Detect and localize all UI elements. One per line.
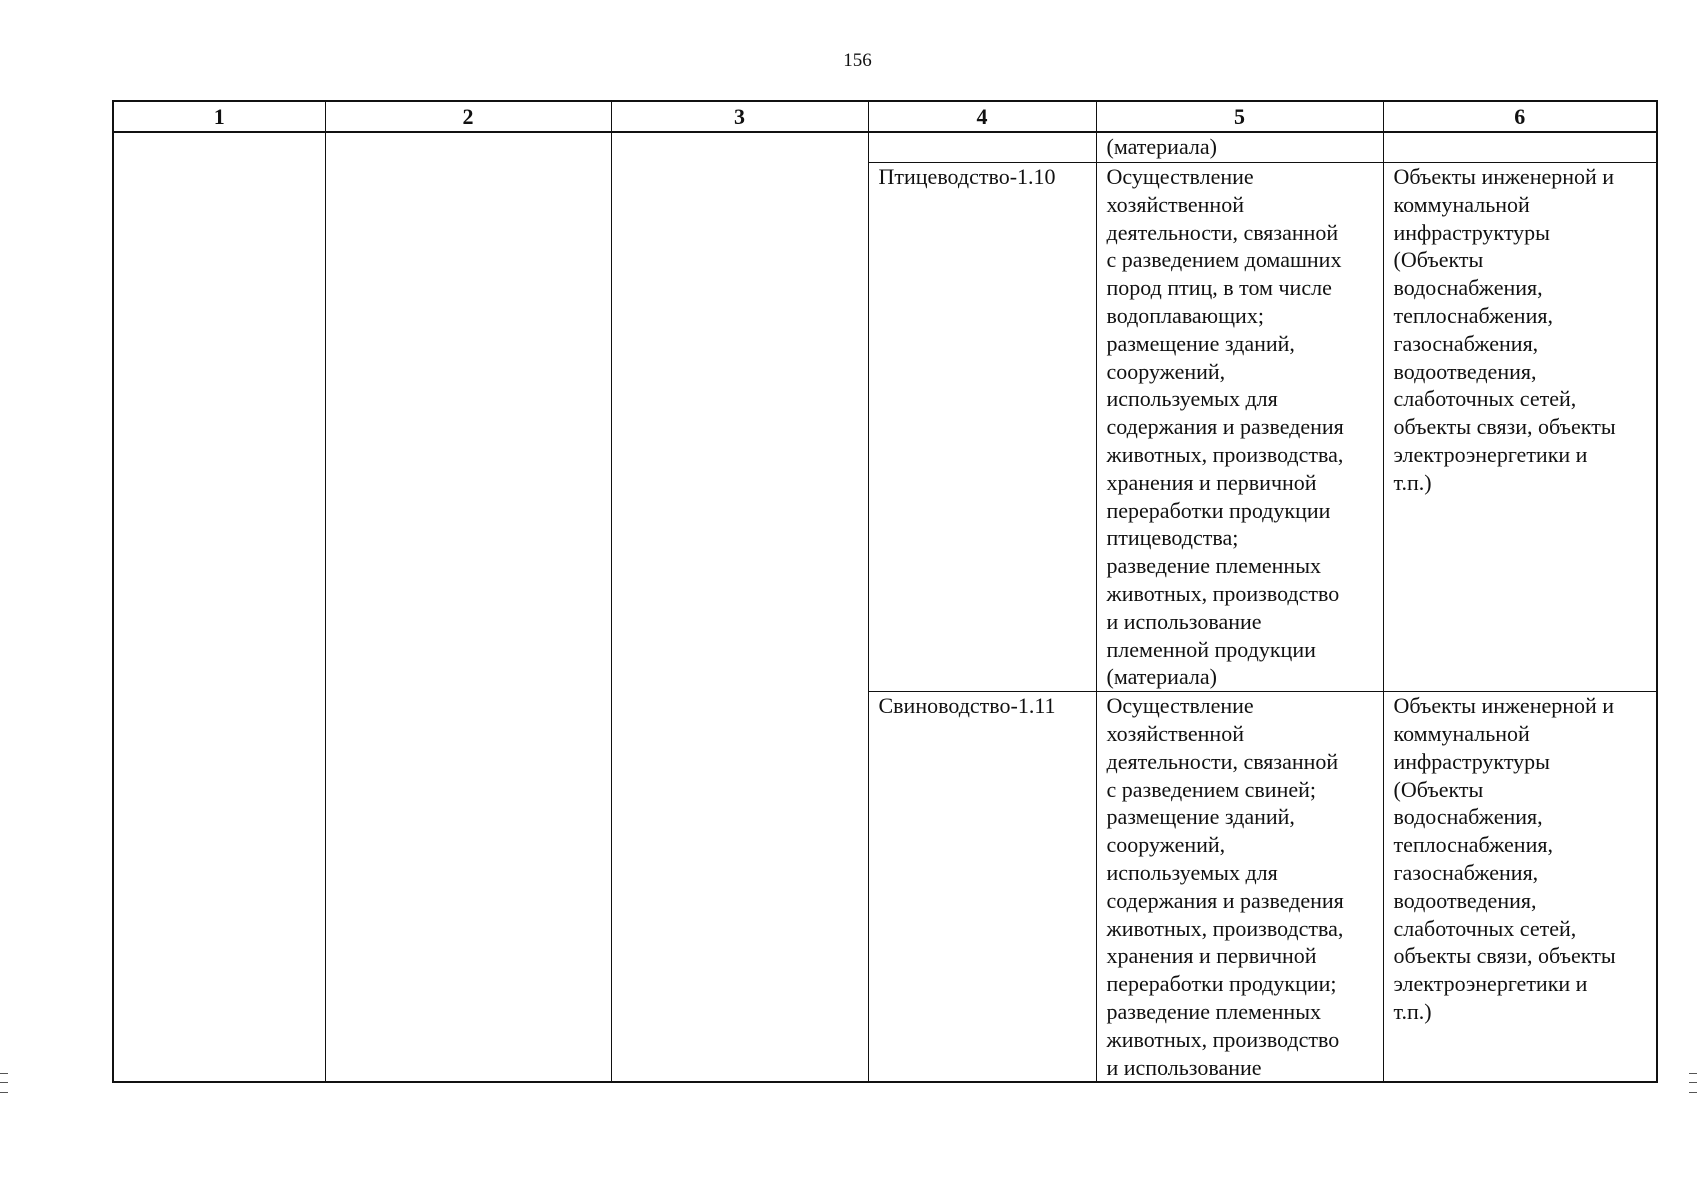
use-type-objects-cell: Объекты инженерной и коммунальной инфраструктуры (Объекты водоснабжения, теплоснабжения, газоснабжения, водоотведения, слаботочных сетей, объекты связи, объекты электроэнергетики и т.п.) [1383,692,1657,1083]
left-margin-mark [0,1073,8,1093]
table-row [113,132,1657,163]
continuation-name-cell [868,132,1096,163]
column-3-cell [611,132,868,1082]
regulations-table [112,100,1658,1083]
column-header-1: 1 [113,101,325,132]
column-header-2: 2 [325,101,611,132]
use-type-description-cell: Осуществление хозяйственной деятельности, связанной с разведением домашних пород птиц, в том числе водоплавающих; размещение зданий, сооружений, используемых для содержания и разведения животных, производства, хранения и первичной переработки продукции птицеводства; разведение племенных животных, производство и использование племенной продукции (материала) [1096,163,1383,692]
column-header-6: 6 [1383,101,1657,132]
continuation-objects-cell [1383,132,1657,163]
page-number: 156 [843,50,872,71]
use-type-objects-cell: Объекты инженерной и коммунальной инфраструктуры (Объекты водоснабжения, теплоснабжения, газоснабжения, водоотведения, слаботочных сетей, объекты связи, объекты электроэнергетики и т.п.) [1383,163,1657,692]
column-header-5: 5 [1096,101,1383,132]
use-type-name-cell: Свиноводство-1.11 [868,692,1096,1083]
column-2-cell [325,132,611,1082]
use-type-description-cell: Осуществление хозяйственной деятельности, связанной с разведением свиней; размещение зданий, сооружений, используемых для содержания и разведения животных, производства, хранения и первичной переработки продукции; разведение племенных животных, производство и использование [1096,692,1383,1083]
continuation-description-cell: (материала) [1096,132,1383,163]
use-type-name-cell: Птицеводство-1.10 [868,163,1096,692]
table-header-row [113,101,1657,132]
column-header-3: 3 [611,101,868,132]
column-1-cell [113,132,325,1082]
right-margin-mark [1689,1073,1697,1093]
column-header-4: 4 [868,101,1096,132]
